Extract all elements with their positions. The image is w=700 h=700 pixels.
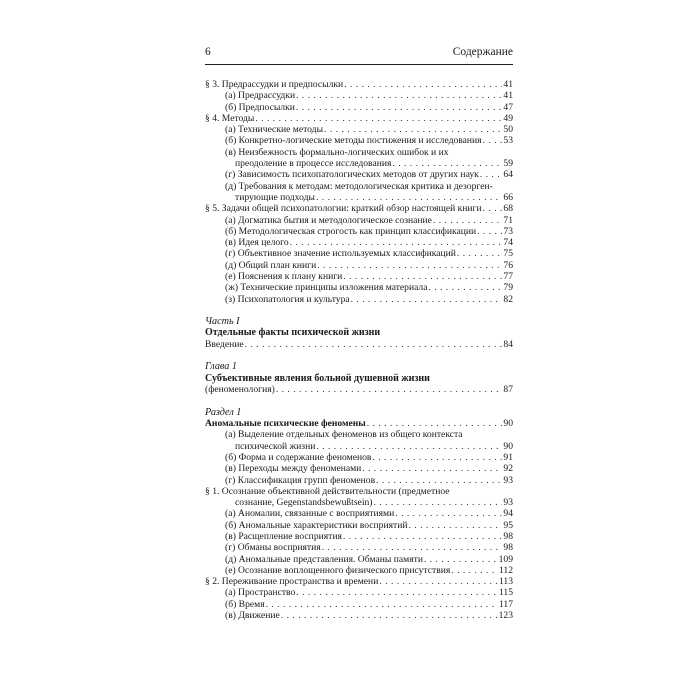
toc-entry-title: § 5. Задачи общей психопатологии: краткий обзор настоящей книги [205, 203, 482, 215]
running-title: Содержание [452, 46, 513, 58]
dot-leader [376, 475, 502, 486]
toc-entry[interactable] [205, 542, 513, 553]
toc-entry-title: Аномальные психические феномены [205, 418, 366, 430]
part-heading: Субъективные явления больной душевной жизни [205, 372, 430, 384]
toc-entry[interactable] [205, 90, 513, 101]
toc-page-number: 98 [503, 531, 513, 542]
toc-page-number: 92 [503, 463, 513, 475]
part-label: Глава 1 [205, 361, 237, 373]
dot-leader [362, 463, 502, 474]
toc-entry[interactable] [205, 520, 513, 531]
section-gap [205, 396, 513, 407]
dot-leader [343, 271, 502, 282]
part-label: Раздел 1 [205, 406, 242, 418]
dot-leader [392, 158, 502, 169]
dot-leader [324, 124, 502, 135]
dot-leader [379, 576, 498, 587]
toc-entry[interactable] [205, 384, 513, 395]
toc-page-number: 75 [503, 248, 513, 260]
toc-page-number: 87 [503, 384, 513, 396]
toc-entry[interactable] [205, 418, 513, 429]
dot-leader [428, 282, 502, 293]
toc-page-number: 94 [503, 508, 513, 520]
dot-leader [296, 102, 503, 113]
dot-leader [483, 203, 503, 214]
toc-entry[interactable] [205, 226, 513, 237]
toc-entry-title: (г) Зависимость психопатологических методов от других наук [225, 169, 479, 181]
toc-entry-title: (а) Аномалии, связанные с восприятиями [225, 508, 395, 520]
toc-entry[interactable] [205, 531, 513, 542]
dot-leader [255, 113, 502, 124]
dot-leader [367, 418, 503, 429]
toc-entry-title: преодоление в процессе исследования [235, 158, 392, 170]
toc-entry[interactable] [205, 475, 513, 486]
toc-page-number: 76 [503, 259, 513, 271]
toc-page-number: 47 [503, 101, 513, 113]
toc-page-number: 123 [498, 610, 513, 622]
toc-entry[interactable] [205, 102, 513, 113]
book-page [205, 46, 513, 621]
toc-page-number: 66 [503, 191, 513, 203]
toc-entry-title: (г) Объективное значение используемых классификаций [225, 248, 456, 260]
dot-leader [296, 587, 498, 598]
toc-page-number: 71 [503, 214, 513, 226]
toc-entry-title: (а) Пространство [225, 587, 296, 599]
toc-entry[interactable] [205, 294, 513, 305]
toc-entry-title: (б) Предпосылки [225, 101, 295, 113]
toc-page-number: 117 [498, 598, 513, 610]
toc-entry[interactable] [205, 463, 513, 474]
dot-leader [344, 79, 502, 90]
part-label: Часть I [205, 315, 240, 327]
toc-entry[interactable] [205, 135, 513, 146]
toc-page-number: 49 [503, 112, 513, 124]
dot-leader [451, 565, 498, 576]
dot-leader [483, 135, 503, 146]
toc-entry[interactable] [205, 452, 513, 463]
toc-entry-title: (г) Классификация групп феноменов [225, 474, 376, 486]
toc-entry-title: (б) Аномальные характеристики восприятий [225, 519, 408, 531]
toc-entry-line: § 1. Осознание объективной действительности (предметное [205, 485, 450, 497]
section-gap [205, 350, 513, 361]
toc-page-number: 79 [503, 282, 513, 294]
toc-page-number: 73 [503, 225, 513, 237]
toc-entry-title: (в) Движение [225, 610, 280, 622]
toc-page-number: 50 [503, 124, 513, 136]
dot-leader [290, 237, 503, 248]
toc-page-number: 91 [503, 451, 513, 463]
toc-entry-title: (в) Идея целого [225, 237, 289, 249]
toc-entry-line: (д) Требования к методам: методологическая критика и дезорген- [225, 180, 493, 192]
toc-page-number: 53 [503, 135, 513, 147]
running-header [205, 46, 513, 65]
toc-entry-line: (в) Неизбежность формально-логических ошибок и их [225, 146, 449, 158]
toc-entry-title: § 4. Методы [205, 112, 255, 124]
toc-entry-title: сознание, Gegenstandsbewußtsein) [235, 497, 373, 509]
dot-leader [316, 441, 502, 452]
toc-entry[interactable] [205, 260, 513, 271]
toc-entry[interactable] [205, 497, 513, 508]
toc-entry[interactable] [205, 169, 513, 180]
dot-leader [266, 599, 498, 610]
toc-page-number: 82 [503, 293, 513, 305]
toc-entry-title: (а) Технические методы [225, 124, 324, 136]
toc-entry-title: (д) Общий план книги [225, 259, 317, 271]
toc-entry[interactable] [205, 599, 513, 610]
toc-page-number: 90 [503, 440, 513, 452]
dot-leader [433, 215, 502, 226]
toc-entry-title: (ж) Технические принципы изложения материала [225, 282, 428, 294]
toc-page-number: 41 [503, 79, 513, 90]
toc-page-number: 74 [503, 237, 513, 249]
toc-entry-title: § 2. Переживание пространства и времени [205, 576, 379, 588]
toc-page-number: 98 [503, 542, 513, 554]
toc-entry-title: (б) Конкретно-логические методы постижения и исследования [225, 135, 482, 147]
toc-entry[interactable] [205, 441, 513, 452]
dot-leader [245, 339, 503, 350]
dot-leader [276, 384, 503, 395]
toc-entry-title: психической жизни [235, 440, 316, 452]
toc-page-number: 84 [503, 338, 513, 350]
toc-page-number: 93 [503, 497, 513, 509]
toc-entry[interactable] [205, 587, 513, 598]
toc-entry[interactable] [205, 113, 513, 124]
toc-page-number: 90 [503, 418, 513, 430]
toc-page-number: 59 [503, 158, 513, 170]
dot-leader [480, 169, 503, 180]
toc-entry-title: (г) Обманы восприятия [225, 542, 321, 554]
dot-leader [317, 260, 502, 271]
dot-leader [351, 294, 503, 305]
toc-entry-title: (д) Аномальные представления. Обманы памяти [225, 553, 423, 565]
toc-page-number: 112 [498, 564, 513, 576]
toc-page-number: 113 [498, 576, 513, 588]
toc-page-number: 41 [503, 90, 513, 102]
toc-entry-title: (б) Методологическая строгость как принцип классификации [225, 225, 477, 237]
toc-entry-title: (з) Психопатология и культура [225, 293, 350, 305]
dot-leader [395, 508, 502, 519]
toc-page-number: 115 [498, 587, 513, 599]
toc-page-number: 93 [503, 474, 513, 486]
dot-leader [373, 497, 502, 508]
toc-entry-title: Введение [205, 338, 244, 350]
toc-entry[interactable] [205, 124, 513, 135]
toc-entry[interactable] [205, 339, 513, 350]
toc-entry-title: (в) Расщепление восприятия [225, 531, 342, 542]
toc-entry[interactable] [205, 248, 513, 259]
toc-entry-title: § 3. Предрассудки и предпосылки [205, 79, 344, 90]
part-heading: Отдельные факты психической жизни [205, 327, 381, 339]
dot-leader [372, 452, 502, 463]
toc-entry[interactable] [205, 508, 513, 519]
toc-entry[interactable] [205, 79, 513, 90]
toc-entry-title: (е) Пояснения к плану книги [225, 271, 343, 283]
page-number: 6 [205, 46, 211, 58]
table-of-contents [205, 79, 513, 621]
toc-entry[interactable] [205, 282, 513, 293]
dot-leader [424, 554, 498, 565]
toc-entry[interactable] [205, 203, 513, 214]
dot-leader [477, 226, 502, 237]
toc-entry[interactable] [205, 565, 513, 576]
dot-leader [343, 531, 503, 542]
toc-entry[interactable] [205, 158, 513, 169]
section-gap [205, 305, 513, 316]
toc-entry-title: (а) Предрассудки [225, 90, 296, 102]
dot-leader [457, 248, 503, 259]
toc-page-number: 109 [498, 553, 513, 565]
toc-entry-title: (в) Переходы между феноменами [225, 463, 362, 475]
toc-entry[interactable] [205, 192, 513, 203]
toc-entry-title: (а) Догматика бытия и методологическое сознание [225, 214, 432, 226]
dot-leader [316, 192, 502, 203]
toc-entry-title: (б) Время [225, 598, 265, 610]
toc-entry[interactable] [205, 215, 513, 226]
toc-entry-title: (е) Осознание воплощенного физического присутствия [225, 564, 451, 576]
toc-entry-title: (б) Форма и содержание феноменов [225, 451, 372, 463]
dot-leader [322, 542, 503, 553]
toc-entry-title: (феноменология) [205, 384, 275, 396]
dot-leader [281, 610, 498, 621]
toc-entry-title: тирующие подходы [235, 191, 315, 203]
toc-entry[interactable] [205, 237, 513, 248]
toc-page-number: 64 [503, 169, 513, 181]
toc-entry[interactable] [205, 271, 513, 282]
toc-page-number: 77 [503, 271, 513, 283]
dot-leader [296, 90, 502, 101]
toc-page-number: 68 [503, 203, 513, 215]
toc-page-number: 95 [503, 519, 513, 531]
toc-entry[interactable] [205, 576, 513, 587]
toc-entry[interactable] [205, 610, 513, 621]
dot-leader [408, 520, 502, 531]
toc-entry-line: (а) Выделение отдельных феноменов из общего контекста [225, 429, 463, 441]
toc-entry[interactable] [205, 554, 513, 565]
